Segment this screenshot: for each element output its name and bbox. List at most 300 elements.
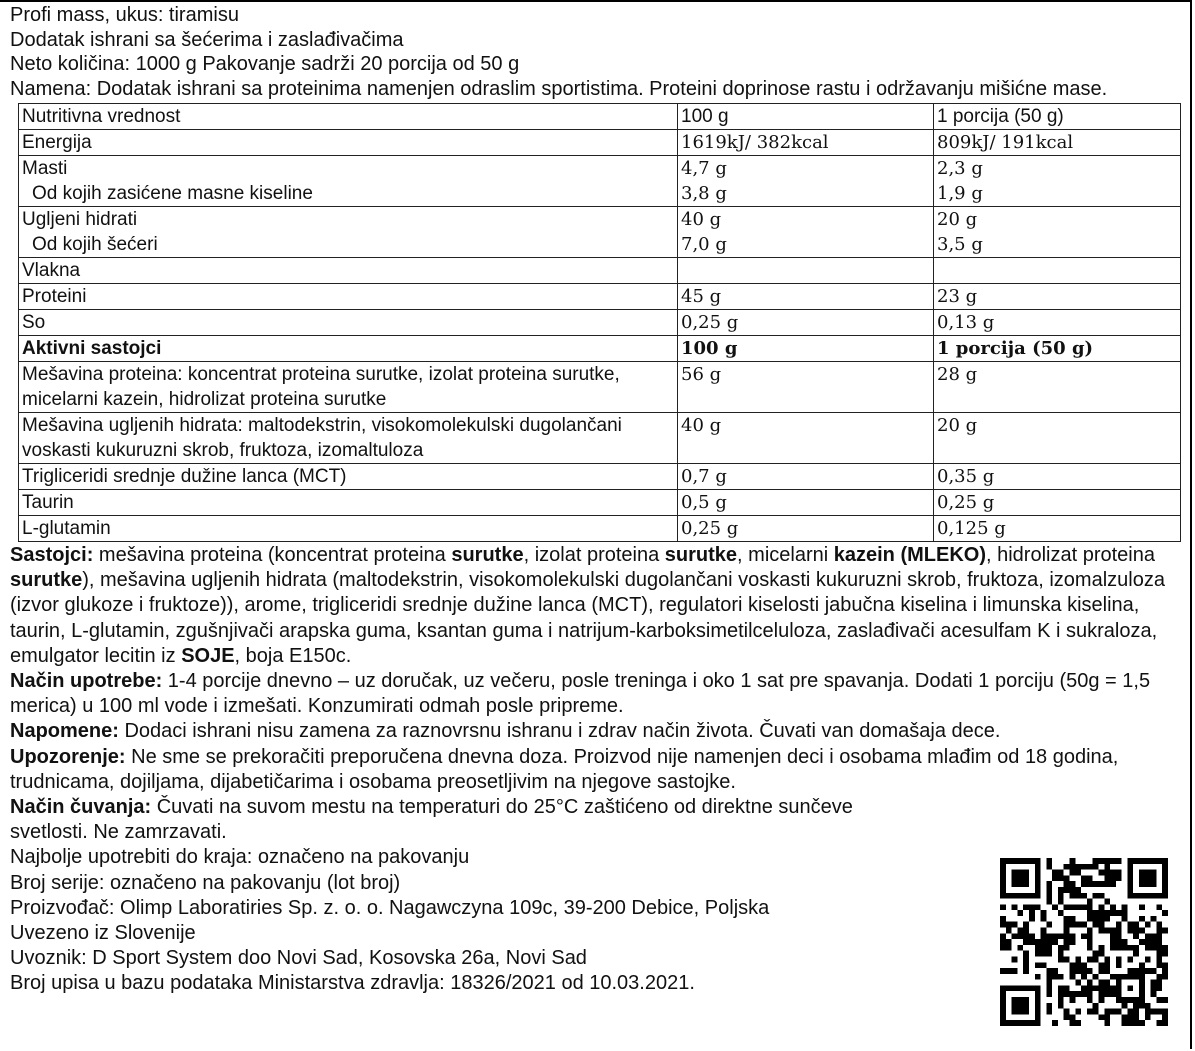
qr-module xyxy=(1052,875,1058,881)
qr-module xyxy=(1104,870,1110,876)
qr-module xyxy=(1104,991,1110,997)
qr-module xyxy=(1139,939,1145,945)
qr-module xyxy=(1162,870,1168,876)
allergen-highlight: surutke xyxy=(10,569,83,592)
qr-module xyxy=(1058,997,1064,1003)
qr-module xyxy=(1145,1003,1151,1009)
qr-module xyxy=(1075,968,1081,974)
qr-module xyxy=(1029,893,1035,899)
qr-module xyxy=(1023,1009,1029,1015)
qr-module xyxy=(1075,893,1081,899)
qr-module xyxy=(1162,875,1168,881)
qr-module xyxy=(1127,887,1133,893)
qr-module xyxy=(1139,1020,1145,1026)
qr-module xyxy=(1035,904,1041,910)
table-cell: L-glutamin xyxy=(19,516,678,542)
qr-module xyxy=(1035,893,1041,899)
qr-module xyxy=(1006,1020,1012,1026)
table-cell: Aktivni sastojci xyxy=(19,336,678,362)
qr-module xyxy=(1064,956,1070,962)
qr-module xyxy=(1064,887,1070,893)
qr-module xyxy=(1046,951,1052,957)
qr-module xyxy=(1041,928,1047,934)
qr-module xyxy=(1139,881,1145,887)
qr-module xyxy=(1156,933,1162,939)
qr-module xyxy=(1064,875,1070,881)
qr-module xyxy=(1070,962,1076,968)
qr-module xyxy=(1000,933,1006,939)
qr-module xyxy=(1116,1009,1122,1015)
ingredients-text: , hidrolizat proteina xyxy=(986,544,1155,566)
table-row xyxy=(19,156,1181,207)
qr-module xyxy=(1162,945,1168,951)
notes-label: Napomene: xyxy=(10,720,119,743)
qr-module xyxy=(1156,928,1162,934)
qr-module xyxy=(1116,870,1122,876)
table-row xyxy=(19,516,1181,542)
qr-module xyxy=(1139,991,1145,997)
table-cell: 23 g xyxy=(934,284,1181,310)
qr-module xyxy=(1023,962,1029,968)
qr-module xyxy=(1023,858,1029,864)
qr-module xyxy=(1156,904,1162,910)
qr-module xyxy=(1145,1014,1151,1020)
qr-module xyxy=(1064,1014,1070,1020)
sugars-label: Od kojih šećeri xyxy=(32,234,158,255)
qr-module xyxy=(1122,974,1128,980)
qr-module xyxy=(1000,881,1006,887)
qr-module xyxy=(1139,875,1145,881)
table-row xyxy=(19,207,1181,258)
qr-module xyxy=(1098,916,1104,922)
qr-module xyxy=(1156,858,1162,864)
qr-module xyxy=(1029,858,1035,864)
table-cell xyxy=(678,258,934,284)
product-name: Profi mass, ukus: tiramisu xyxy=(10,4,239,26)
qr-module xyxy=(1064,881,1070,887)
qr-module xyxy=(1110,1009,1116,1015)
qr-module xyxy=(1075,904,1081,910)
qr-module xyxy=(1139,858,1145,864)
qr-module xyxy=(1000,904,1006,910)
qr-module xyxy=(1156,956,1162,962)
table-row xyxy=(19,413,1181,464)
qr-module xyxy=(1098,1014,1104,1020)
qr-module xyxy=(1116,875,1122,881)
table-cell: 0,35 g xyxy=(934,464,1181,490)
qr-module xyxy=(1064,991,1070,997)
qr-module xyxy=(1052,939,1058,945)
qr-module xyxy=(1000,864,1006,870)
qr-module xyxy=(1151,939,1157,945)
saturated-fat-value-portion: 1,9 g xyxy=(937,183,983,204)
carbs-value-100g: 40 g xyxy=(681,209,722,230)
qr-module xyxy=(1093,881,1099,887)
best-before: Najbolje upotrebiti do kraja: označeno na pakovanju xyxy=(10,846,470,869)
table-cell: 0,7 g xyxy=(678,464,934,490)
qr-module xyxy=(1081,875,1087,881)
net-quantity: Neto količina: 1000 g Pakovanje sadrži 20 porcija od 50 g xyxy=(10,53,520,75)
qr-module xyxy=(1098,951,1104,957)
qr-module xyxy=(1000,870,1006,876)
qr-module xyxy=(1017,858,1023,864)
notes-text: Dodaci ishrani nisu zamena za raznovrsnu ishranu i zdrav način života. Čuvati van domašaja dece. xyxy=(118,720,1001,743)
qr-module xyxy=(1006,968,1012,974)
qr-module xyxy=(1035,864,1041,870)
qr-module xyxy=(1104,1020,1110,1026)
qr-module xyxy=(1035,1003,1041,1009)
qr-module xyxy=(1046,881,1052,887)
qr-module xyxy=(1151,945,1157,951)
qr-module xyxy=(1081,962,1087,968)
qr-module xyxy=(1000,858,1006,864)
qr-module xyxy=(1000,893,1006,899)
table-row xyxy=(19,310,1181,336)
qr-module xyxy=(1058,910,1064,916)
qr-module xyxy=(1133,1009,1139,1015)
qr-module xyxy=(1139,980,1145,986)
qr-module xyxy=(1087,945,1093,951)
qr-module xyxy=(1151,933,1157,939)
qr-module xyxy=(1145,870,1151,876)
table-row xyxy=(19,284,1181,310)
qr-module xyxy=(1087,980,1093,986)
qr-module xyxy=(1104,980,1110,986)
qr-module xyxy=(1081,968,1087,974)
qr-module xyxy=(1116,939,1122,945)
table-cell: 40 g xyxy=(678,413,934,464)
qr-module xyxy=(1029,910,1035,916)
qr-module xyxy=(1104,881,1110,887)
qr-module xyxy=(1127,1020,1133,1026)
qr-module xyxy=(1046,1003,1052,1009)
qr-module xyxy=(1006,858,1012,864)
qr-module xyxy=(1162,951,1168,957)
qr-module xyxy=(1064,904,1070,910)
qr-module xyxy=(1093,956,1099,962)
qr-module xyxy=(1087,864,1093,870)
qr-module xyxy=(1081,985,1087,991)
qr-module xyxy=(1058,991,1064,997)
qr-module xyxy=(1127,893,1133,899)
qr-module xyxy=(1035,945,1041,951)
qr-module xyxy=(1017,997,1023,1003)
qr-module xyxy=(1122,945,1128,951)
qr-module xyxy=(1139,974,1145,980)
qr-module xyxy=(1064,922,1070,928)
qr-module xyxy=(1151,858,1157,864)
qr-module xyxy=(1098,893,1104,899)
qr-module xyxy=(1110,928,1116,934)
qr-module xyxy=(1104,1014,1110,1020)
qr-module xyxy=(1087,899,1093,905)
qr-module xyxy=(1023,985,1029,991)
qr-module xyxy=(1127,968,1133,974)
qr-module xyxy=(1041,910,1047,916)
qr-module xyxy=(1156,985,1162,991)
qr-module xyxy=(1064,939,1070,945)
qr-module xyxy=(1145,968,1151,974)
qr-module xyxy=(1139,904,1145,910)
qr-module xyxy=(1052,870,1058,876)
qr-module xyxy=(1133,1014,1139,1020)
qr-module xyxy=(1122,1003,1128,1009)
qr-module xyxy=(1156,962,1162,968)
qr-module xyxy=(1127,928,1133,934)
qr-module xyxy=(1023,922,1029,928)
qr-module xyxy=(1006,893,1012,899)
table-cell: Mešavina ugljenih hidrata: maltodekstrin, visokomolekulski dugolančani voskasti kukuruzni skrob, fruktoza, izomaltuloza xyxy=(19,413,678,464)
qr-module xyxy=(1029,933,1035,939)
qr-module xyxy=(1000,991,1006,997)
qr-module xyxy=(1041,916,1047,922)
qr-module xyxy=(1110,939,1116,945)
qr-module xyxy=(1104,910,1110,916)
qr-module xyxy=(1075,1020,1081,1026)
qr-module xyxy=(1052,1020,1058,1026)
qr-module xyxy=(1058,887,1064,893)
qr-module xyxy=(1064,945,1070,951)
qr-module xyxy=(1058,1003,1064,1009)
qr-module xyxy=(1098,881,1104,887)
usage-paragraph xyxy=(10,669,1185,719)
qr-module xyxy=(1098,904,1104,910)
qr-module xyxy=(1081,904,1087,910)
qr-module xyxy=(1116,933,1122,939)
qr-module xyxy=(1023,1020,1029,1026)
qr-module xyxy=(1156,997,1162,1003)
qr-module xyxy=(1070,864,1076,870)
qr-module xyxy=(1012,1020,1018,1026)
qr-module xyxy=(1104,1009,1110,1015)
qr-module xyxy=(1046,864,1052,870)
qr-module xyxy=(1052,968,1058,974)
qr-module xyxy=(1081,974,1087,980)
qr-module xyxy=(1093,922,1099,928)
table-cell: Trigliceridi srednje dužine lanca (MCT) xyxy=(19,464,678,490)
qr-module xyxy=(1029,1020,1035,1026)
qr-module xyxy=(1046,968,1052,974)
qr-module xyxy=(1093,916,1099,922)
qr-module xyxy=(1046,939,1052,945)
qr-module xyxy=(1145,881,1151,887)
table-cell: 809kJ/ 191kcal xyxy=(934,130,1181,156)
qr-module xyxy=(1087,968,1093,974)
qr-module xyxy=(1081,991,1087,997)
qr-module xyxy=(1012,858,1018,864)
qr-module xyxy=(1046,893,1052,899)
qr-module xyxy=(1156,974,1162,980)
qr-module xyxy=(1075,980,1081,986)
qr-module xyxy=(1156,922,1162,928)
qr-module xyxy=(1093,951,1099,957)
qr-module xyxy=(1023,870,1029,876)
qr-module xyxy=(1116,997,1122,1003)
qr-module xyxy=(1133,922,1139,928)
qr-module xyxy=(1035,951,1041,957)
qr-module xyxy=(1046,887,1052,893)
qr-module xyxy=(1116,922,1122,928)
table-cell: 0,25 g xyxy=(678,516,934,542)
qr-module xyxy=(1156,945,1162,951)
qr-module xyxy=(1145,939,1151,945)
qr-module xyxy=(1122,1020,1128,1026)
qr-module xyxy=(1017,870,1023,876)
qr-module xyxy=(1162,974,1168,980)
qr-module xyxy=(1104,875,1110,881)
qr-module xyxy=(1139,997,1145,1003)
qr-module xyxy=(1110,985,1116,991)
qr-module xyxy=(1000,968,1006,974)
qr-module xyxy=(1041,962,1047,968)
qr-module xyxy=(1064,864,1070,870)
qr-module xyxy=(1087,928,1093,934)
table-cell: Taurin xyxy=(19,490,678,516)
qr-module xyxy=(1070,904,1076,910)
qr-module xyxy=(1139,962,1145,968)
qr-module xyxy=(1127,985,1133,991)
qr-module xyxy=(1151,985,1157,991)
product-category: Dodatak ishrani sa šećerima i zaslađivačima xyxy=(10,28,404,51)
qr-module xyxy=(1075,991,1081,997)
qr-module xyxy=(1104,858,1110,864)
qr-module xyxy=(1162,881,1168,887)
qr-module xyxy=(1162,1009,1168,1015)
qr-module xyxy=(1127,875,1133,881)
qr-module xyxy=(1023,904,1029,910)
qr-module xyxy=(1081,864,1087,870)
qr-module xyxy=(1000,1014,1006,1020)
qr-module xyxy=(1127,997,1133,1003)
qr-module xyxy=(1046,991,1052,997)
qr-module xyxy=(1116,910,1122,916)
qr-module xyxy=(1139,893,1145,899)
warning-text: Ne sme se prekoračiti preporučena dnevna doza. Proizvod nije namenjen deci i osobama mlađim od 18 godina, trudnicama, dojiljama, dijabetičarima i osobama preosetljivim na njegove sastojke. xyxy=(10,745,1119,793)
qr-module xyxy=(1017,910,1023,916)
qr-module xyxy=(1087,875,1093,881)
qr-module xyxy=(1087,985,1093,991)
qr-module xyxy=(1104,956,1110,962)
table-row xyxy=(19,336,1181,362)
qr-module xyxy=(1098,985,1104,991)
qr-module xyxy=(1116,858,1122,864)
qr-module xyxy=(1017,881,1023,887)
qr-module xyxy=(1093,974,1099,980)
qr-module xyxy=(1110,881,1116,887)
qr-module xyxy=(1133,997,1139,1003)
qr-module xyxy=(1070,870,1076,876)
table-cell: Nutritivna vrednost xyxy=(19,104,678,130)
sugars-value-portion: 3,5 g xyxy=(937,234,983,255)
allergen-highlight: SOJE xyxy=(181,644,235,667)
qr-module xyxy=(1145,858,1151,864)
qr-module xyxy=(1035,870,1041,876)
qr-module xyxy=(1098,858,1104,864)
qr-module xyxy=(1133,968,1139,974)
qr-module xyxy=(1041,945,1047,951)
qr-module xyxy=(1052,974,1058,980)
table-cell: Vlakna xyxy=(19,258,678,284)
qr-module xyxy=(1104,899,1110,905)
qr-module xyxy=(1017,875,1023,881)
qr-module xyxy=(1104,962,1110,968)
qr-module xyxy=(1000,875,1006,881)
qr-module xyxy=(1110,991,1116,997)
qr-module xyxy=(1093,858,1099,864)
qr-module xyxy=(1098,968,1104,974)
table-cell xyxy=(19,207,678,258)
qr-module xyxy=(1122,997,1128,1003)
qr-module xyxy=(1058,951,1064,957)
qr-module xyxy=(1133,951,1139,957)
qr-module xyxy=(1162,997,1168,1003)
qr-module xyxy=(1127,974,1133,980)
qr-module xyxy=(1046,933,1052,939)
qr-module xyxy=(1162,893,1168,899)
qr-module xyxy=(1122,910,1128,916)
qr-module xyxy=(1017,1003,1023,1009)
qr-module xyxy=(1017,893,1023,899)
qr-module xyxy=(1064,916,1070,922)
storage-paragraph xyxy=(10,795,920,845)
qr-module xyxy=(1058,985,1064,991)
table-row xyxy=(19,104,1181,130)
qr-module xyxy=(1104,985,1110,991)
table-cell: Mešavina proteina: koncentrat proteina surutke, izolat proteina surutke, micelarni kazein, hidrolizat proteina surutke xyxy=(19,362,678,413)
qr-module xyxy=(1012,968,1018,974)
allergen-highlight: kazein (MLEKO) xyxy=(833,544,986,566)
qr-module xyxy=(1070,968,1076,974)
qr-module xyxy=(1139,870,1145,876)
qr-module xyxy=(1139,916,1145,922)
table-cell: Proteini xyxy=(19,284,678,310)
qr-module xyxy=(1156,951,1162,957)
qr-module xyxy=(1070,881,1076,887)
product-label xyxy=(10,3,1185,997)
qr-module xyxy=(1081,922,1087,928)
qr-module xyxy=(1133,1003,1139,1009)
qr-module xyxy=(1058,974,1064,980)
table-cell xyxy=(934,156,1181,207)
qr-module xyxy=(1104,968,1110,974)
qr-module xyxy=(1162,864,1168,870)
qr-module xyxy=(1012,893,1018,899)
qr-module xyxy=(1110,904,1116,910)
qr-module xyxy=(1075,1009,1081,1015)
qr-module xyxy=(1122,916,1128,922)
qr-module xyxy=(1139,968,1145,974)
qr-module xyxy=(1116,945,1122,951)
table-cell: 1 porcija (50 g) xyxy=(934,104,1181,130)
table-cell: 28 g xyxy=(934,362,1181,413)
qr-module xyxy=(1087,933,1093,939)
qr-module xyxy=(1023,956,1029,962)
table-cell: 0,25 g xyxy=(678,310,934,336)
qr-module xyxy=(1162,887,1168,893)
qr-module xyxy=(1052,904,1058,910)
qr-module xyxy=(1023,939,1029,945)
qr-module xyxy=(1029,985,1035,991)
qr-module xyxy=(1133,945,1139,951)
qr-module xyxy=(1023,881,1029,887)
qr-module xyxy=(1035,985,1041,991)
qr-module xyxy=(1017,945,1023,951)
qr-module xyxy=(1110,910,1116,916)
qr-module xyxy=(1087,1009,1093,1015)
qr-module xyxy=(1122,939,1128,945)
table-cell: 0,5 g xyxy=(678,490,934,516)
qr-module xyxy=(1000,985,1006,991)
